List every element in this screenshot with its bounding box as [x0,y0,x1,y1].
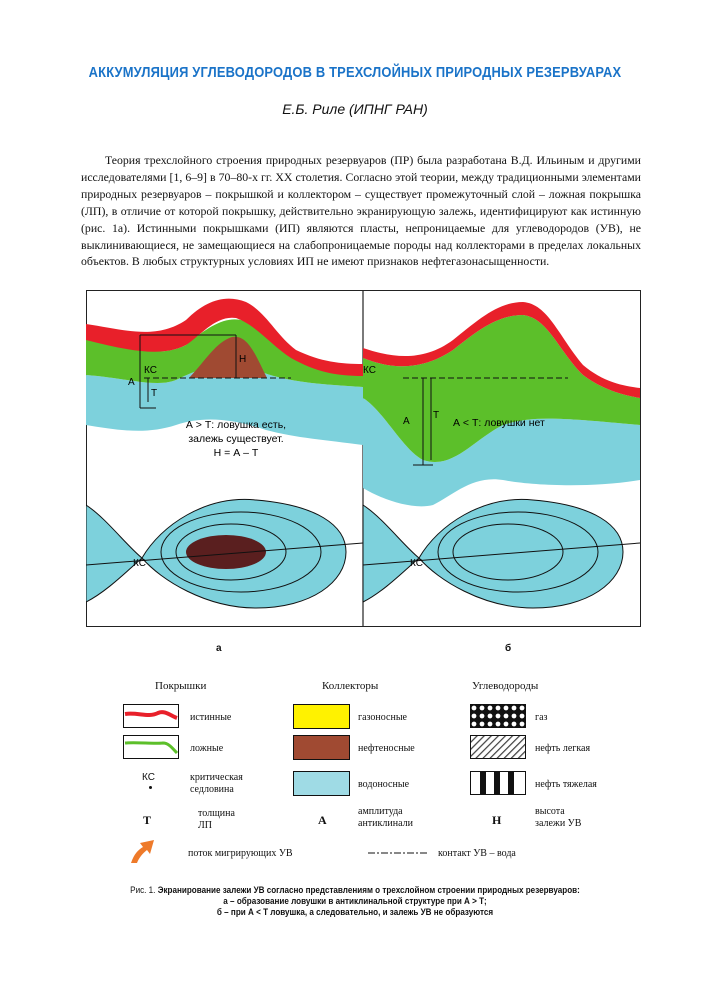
gas-collector-swatch [293,704,350,729]
legend-header-covers: Покрышки [155,680,207,692]
page-title: АККУМУЛЯЦИЯ УГЛЕВОДОРОДОВ В ТРЕХСЛОЙНЫХ ПРИРОДНЫХ РЕЗЕРВУАРАХ [88,64,622,81]
t-desc-1: толщина [198,808,235,819]
t-symbol: Т [143,813,152,827]
a-desc-2: антиклинали [358,818,413,829]
ks-map-b: КС [410,558,423,569]
light-oil-label: нефть легкая [535,743,591,754]
ks-symbol: КС [142,772,155,783]
ks-desc-1: критическая [190,772,243,783]
figure-caption [36,885,675,918]
water-collector-swatch [293,771,350,796]
ks-desc-2: седловина [190,784,234,795]
caption-line-2: а – образование ловушки в антиклинальной структуре при А > Т; [223,896,487,906]
ks-label-a: КС [144,365,157,376]
heavy-oil-label: нефть тяжелая [535,779,597,790]
caption-line-1: Экранирование залежи УВ согласно представлениям о трехслойном строении природных резервуаров: [157,885,580,895]
true-cover-label: истинные [190,712,232,723]
false-cover-label: ложные [190,743,224,754]
panel-a-text-3: Н = А – Т [213,447,259,459]
flow-label: поток мигрирующих УВ [188,848,293,859]
h-desc-2: залежи УВ [535,818,582,829]
legend-header-hydrocarbons: Углеводороды [472,680,539,692]
light-oil-swatch [470,735,526,759]
panel-label-a: а [216,643,222,654]
body-text [81,152,641,270]
contact-line-icon [368,850,430,856]
t-desc-2: ЛП [198,820,213,831]
legend-header-collectors: Коллекторы [322,680,379,692]
body-paragraph: Теория трехслойного строения природных резервуаров (ПР) была разработана В.Д. Ильиным и другими исследователями [1, 6–9] в 70–80-х гг. XX столетия. Согласно этой теории, между традиционными элементами природных резервуаров – покрышкой и коллектором – существует промежуточный слой – ложная покрышка (ЛП), в отличие от которой покрышку, действительно экранирующую залежь, идентифицируют как истинную (рис. 1а). Истинными покрышками (ИП) являются пласты, непроницаемые для углеводородов (УВ), не выклинивающиеся, не замещающиеся на слабопроницаемые породы над коллекторами в пределах локальных объектов. В любых структурных условиях ИП не имеют признаков нефтегазонасыщенности. [81,153,641,269]
contact-label: контакт УВ – вода [438,848,516,859]
h-label-a: Н [239,354,247,365]
caption-prefix: Рис. 1. [130,885,156,895]
panel-b-text: А < Т: ловушки нет [453,417,545,429]
panel-a-text-1: А > Т: ловушка есть, [185,419,287,431]
heavy-oil-swatch [470,771,526,795]
gas-label: газ [535,712,548,723]
legend [90,678,650,868]
oil-collector-swatch [293,735,350,760]
gas-collector-label: газоносные [358,712,407,723]
true-cover-swatch [123,704,179,728]
caption-line-3: б – при А < Т ловушка, а следовательно, и залежь УВ не образуются [216,907,494,917]
ks-dot [149,786,152,789]
oil-collector-label: нефтеносные [358,743,415,754]
a-desc-1: амплитуда [358,806,403,817]
h-desc-1: высота [535,806,565,817]
a-symbol: А [318,813,327,827]
false-cover-swatch [123,735,179,759]
water-collector-label: водоносные [358,779,410,790]
panel-label-b: б [505,643,512,654]
ks-map-a: КС [133,558,146,569]
a-label-a: А [128,377,135,388]
a-label-b: А [403,416,410,427]
gas-swatch [470,704,526,728]
ks-label-b: КС [363,365,376,376]
panel-a-text-2: залежь существует. [188,433,284,445]
t-label-a: Т [151,388,158,399]
flow-arrow-icon [128,838,158,864]
h-symbol: Н [492,813,502,827]
t-label-b: Т [433,410,440,421]
figure-1 [86,290,641,627]
author-line: Е.Б. Риле (ИПНГ РАН) [282,101,428,117]
